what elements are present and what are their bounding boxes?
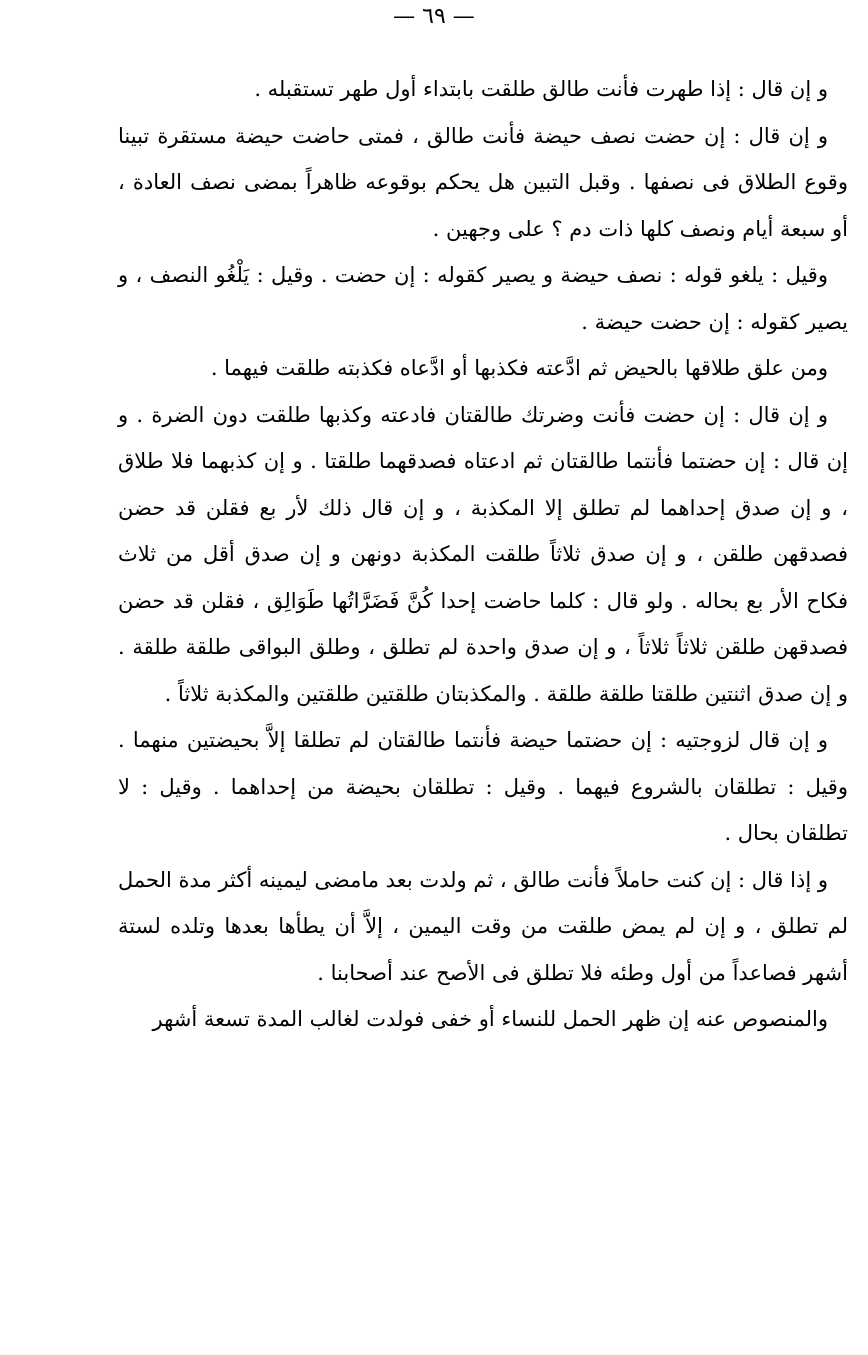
paragraph-2: و إن قال : إن حضت نصف حيضة فأنت طالق ، فمتى حاضت حيضة مستقرة تبينا وقوع الطلاق فى نصفها . وقبل التبين هل يحكم بوقوعه ظاهراً بمضى نصف العادة ، أو سبعة أيام ونصف كلها ذات دم ؟ على وجهين . (118, 123, 848, 241)
paragraph-1: و إن قال : إذا طهرت فأنت طالق طلقت بابتداء أول طهر تستقبله . (254, 77, 828, 101)
paragraph-5: و إن قال : إن حضت فأنت وضرتك طالقتان فادعته وكذبها طلقت دون الضرة . و إن قال : إن حضتما فأنتما طالقتان ثم ادعتاه فصدقهما طلقتا . و إن كذبهما فلا طلاق ، و إن صدق إحداهما لم تطلق إلا المكذبة ، و إن قال ذلك لأر بع فقلن قد حضن فصدقهن طلقن ، و إن صدق ثلاثاً طلقت المكذبة دونهن و إن صدق أقل من ثلاث فكاح الأر بع بحاله . ولو قال : كلما حاضت إحدا كُنَّ فَضَرَّاتُها طَوَالِق ، فقلن قد حضن فصدقهن طلقن ثلاثاً ثلاثاً ، و إن صدق واحدة لم تطلق ، وطلق البواقى طلقة طلقة . و إن صدق اثنتين طلقتا طلقة طلقة . والمكذبتان طلقتين طلقتين والمكذبة ثلاثاً . (118, 402, 848, 706)
paragraph-7: و إذا قال : إن كنت حاملاً فأنت طالق ، ثم ولدت بعد مامضى ليمينه أكثر مدة الحمل لم تطلق ، و إن لم يمض طلقت من وقت اليمين ، إلاَّ أن يطأها بعدها وتلده لستة أشهر فصاعداً من أول وطئه فلا تطلق فى الأصح عند أصحابنا . (118, 867, 848, 985)
paragraph-8: والمنصوص عنه إن ظهر الحمل للنساء أو خفى فولدت لغالب المدة تسعة أشهر (152, 1007, 828, 1031)
paragraph-4: ومن علق طلاقها بالحيض ثم ادَّعته فكذبها أو ادَّعاه فكذبته طلقت فيهما . (210, 356, 828, 380)
paragraph-3: وقيل : يلغو قوله : نصف حيضة و يصير كقوله : إن حضت . وقيل : يَلْغُو النصف ، و يصير كقوله : إن حضت حيضة . (118, 263, 848, 334)
page-number: — ٦٩ — (393, 4, 475, 29)
body-text (118, 66, 848, 1043)
paragraph-6: و إن قال لزوجتيه : إن حضتما حيضة فأنتما طالقتان لم تطلقا إلاَّ بحيضتين منهما . وقيل : تطلقان بالشروع فيهما . وقيل : تطلقان بحيضة من إحداهما . وقيل : لا تطلقان بحال . (118, 728, 848, 845)
